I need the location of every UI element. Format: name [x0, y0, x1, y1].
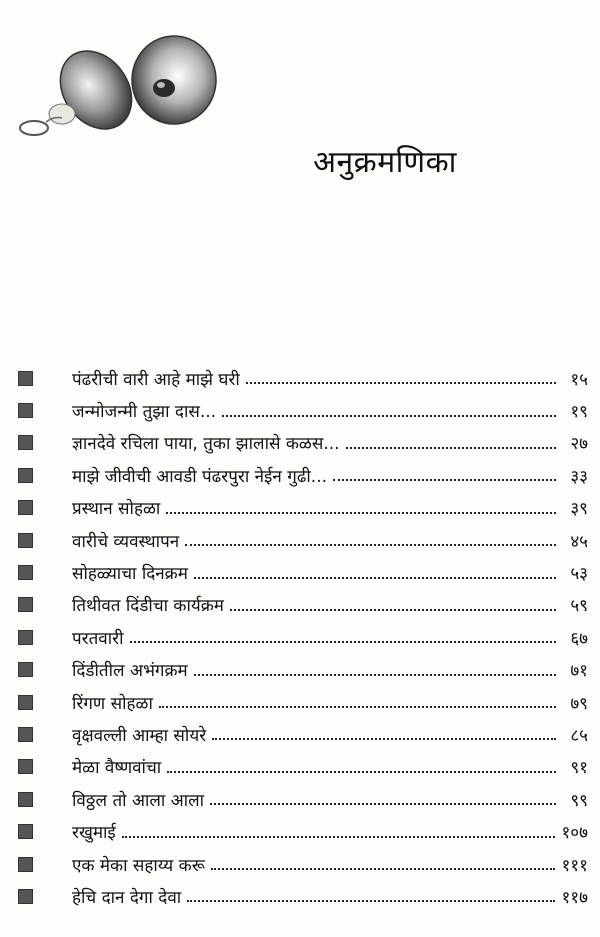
toc-entry[interactable]	[18, 492, 588, 524]
entry-title: वृक्षवल्ली आम्हा सोयरे	[72, 725, 207, 746]
toc-entry[interactable]	[18, 556, 588, 588]
page-number: ६७	[570, 628, 588, 649]
toc-entry[interactable]	[18, 718, 588, 750]
page-number: १५	[570, 369, 588, 390]
page-number: १०७	[561, 823, 588, 844]
square-bullet-icon	[18, 468, 33, 483]
toc-entry[interactable]	[18, 654, 588, 686]
dot-leader	[166, 512, 556, 514]
entry-title: विठ्ठल तो आला आला	[72, 790, 204, 811]
toc-entry[interactable]	[18, 751, 588, 783]
square-bullet-icon	[18, 727, 33, 742]
entry-title: तिथीवत दिंडीचा कार्यक्रम	[72, 596, 224, 617]
page-number: ८५	[570, 725, 588, 746]
page-number: ३९	[570, 499, 588, 520]
entry-title: हेचि दान देगा देवा	[72, 887, 182, 908]
square-bullet-icon	[18, 889, 33, 904]
square-bullet-icon	[18, 435, 33, 450]
square-bullet-icon	[18, 857, 33, 872]
cymbals-icon	[14, 18, 224, 148]
toc-entry[interactable]	[18, 880, 588, 912]
square-bullet-icon	[18, 565, 33, 580]
entry-title: दिंडीतील अभंगक्रम	[72, 661, 188, 682]
dot-leader	[167, 771, 556, 773]
entry-title: रिंगण सोहळा	[72, 693, 153, 714]
entry-title: माझे जीवीची आवडी पंढरपुरा नेईन गुढी...	[72, 466, 327, 487]
square-bullet-icon	[18, 695, 33, 710]
dot-leader	[333, 479, 556, 481]
page-number: १११	[561, 855, 588, 876]
entry-title: एक मेका सहाय्य करू	[72, 855, 205, 876]
toc-entry[interactable]	[18, 589, 588, 621]
square-bullet-icon	[18, 403, 33, 418]
page-number: ११७	[561, 887, 588, 908]
page-number: ७९	[570, 693, 588, 714]
toc-entry[interactable]	[18, 621, 588, 653]
square-bullet-icon	[18, 824, 33, 839]
page-number: ५९	[570, 596, 588, 617]
dot-leader	[212, 738, 556, 740]
entry-title: प्रस्थान सोहळा	[72, 499, 161, 520]
entry-title: रखुमाई	[72, 823, 116, 844]
toc-entry[interactable]	[18, 524, 588, 556]
dot-leader	[222, 415, 556, 417]
page-number: ५३	[570, 564, 588, 585]
entry-title: परतवारी	[72, 628, 124, 649]
dot-leader	[122, 836, 556, 838]
toc-entry[interactable]	[18, 459, 588, 491]
page-number: ९१	[570, 758, 588, 779]
dot-leader	[185, 544, 556, 546]
entry-title: पंढरीची वारी आहे माझे घरी	[72, 369, 240, 390]
page-number: ४५	[570, 531, 588, 552]
square-bullet-icon	[18, 371, 33, 386]
dot-leader	[210, 803, 556, 805]
square-bullet-icon	[18, 533, 33, 548]
dot-leader	[211, 868, 556, 870]
square-bullet-icon	[18, 597, 33, 612]
toc-entry[interactable]	[18, 427, 588, 459]
table-of-contents	[18, 362, 588, 913]
square-bullet-icon	[18, 500, 33, 515]
entry-title: मेळा वैष्णवांचा	[72, 758, 162, 779]
entry-title: जन्मोजन्मी तुझा दास...	[72, 402, 217, 423]
page-number: ९९	[570, 790, 588, 811]
page-title: अनुक्रमणिका	[313, 145, 457, 180]
toc-entry[interactable]	[18, 686, 588, 718]
dot-leader	[194, 577, 556, 579]
entry-title: ज्ञानदेवे रचिला पाया, तुका झालासे कळस...	[72, 434, 340, 455]
entry-title: वारीचे व्यवस्थापन	[72, 531, 180, 552]
dot-leader	[246, 382, 556, 384]
page-number: २७	[570, 434, 588, 455]
page-number: १९	[570, 402, 588, 423]
page-number: ३३	[570, 466, 588, 487]
dot-leader	[346, 447, 556, 449]
toc-entry[interactable]	[18, 362, 588, 394]
entry-title: सोहळ्याचा दिनक्रम	[72, 564, 188, 585]
square-bullet-icon	[18, 759, 33, 774]
square-bullet-icon	[18, 792, 33, 807]
toc-entry[interactable]	[18, 783, 588, 815]
square-bullet-icon	[18, 630, 33, 645]
toc-entry[interactable]	[18, 815, 588, 847]
page-number: ७१	[570, 661, 588, 682]
dot-leader	[159, 706, 556, 708]
dot-leader	[187, 900, 555, 902]
dot-leader	[194, 674, 556, 676]
toc-entry[interactable]	[18, 848, 588, 880]
dot-leader	[130, 641, 556, 643]
toc-entry[interactable]	[18, 394, 588, 426]
dot-leader	[230, 609, 556, 611]
square-bullet-icon	[18, 662, 33, 677]
